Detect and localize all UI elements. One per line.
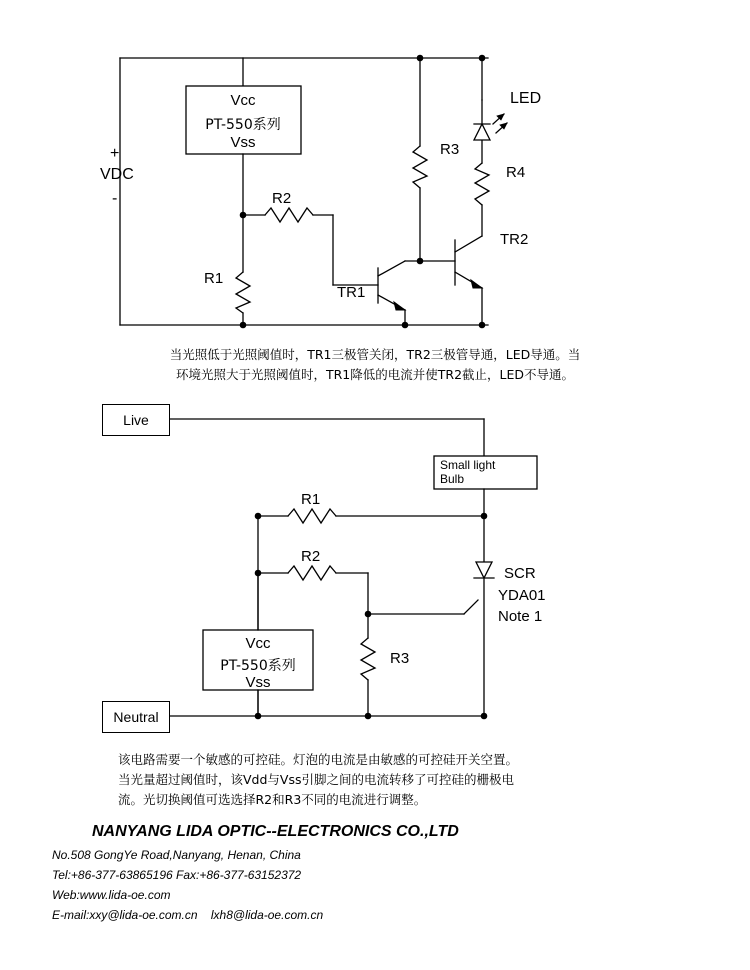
c1-led-label: LED [510, 90, 542, 107]
c1-tr2-label: TR2 [500, 231, 529, 248]
c1-r2-label: R2 [272, 190, 292, 207]
scr-label-line3: Note 1 [498, 608, 543, 625]
circuit2-note [118, 750, 648, 810]
c1-tr1-label: TR1 [337, 284, 366, 301]
circuit1-note [110, 345, 640, 385]
ic2-part-label: PT-550系列 [220, 658, 296, 674]
ic2-vcc-label: Vcc [245, 635, 271, 652]
circuit2-note-line3: 流。光切换阈值可选选择R2和R3不同的电流进行调整。 [118, 792, 427, 807]
c2-r1-label: R1 [301, 491, 321, 508]
circuit2-note-line1: 该电路需要一个敏感的可控硅。灯泡的电流是由敏感的可控硅开关空置。 [118, 752, 519, 767]
c1-r3-label: R3 [440, 141, 460, 158]
scr-label-line1: SCR [504, 565, 536, 582]
bulb-label-line1: Small light [440, 458, 496, 472]
circuit1-note-line1: 当光照低于光照阈值时，TR1三极管关闭，TR2三极管导通，LED导通。当 [169, 347, 581, 362]
company-web: Web:www.lida-oe.com [52, 888, 171, 902]
ic2-vss-label: Vss [245, 674, 271, 691]
company-address: No.508 GongYe Road,Nanyang, Henan, China [52, 848, 301, 862]
bulb-label-line2: Bulb [440, 472, 465, 486]
c2-r2-label: R2 [301, 548, 321, 565]
supply-minus-label: - [112, 190, 118, 207]
scr-label-line2: YDA01 [498, 587, 546, 604]
c2-r3-label: R3 [390, 650, 410, 667]
c1-r4-label: R4 [506, 164, 526, 181]
ic1-vss-label: Vss [230, 134, 256, 151]
circuit2-note-line2: 当光量超过阈值时，该Vdd与Vss引脚之间的电流转移了可控硅的栅极电 [118, 772, 514, 787]
supply-vdc-label: VDC [100, 166, 134, 183]
live-terminal-label: Live [102, 404, 170, 436]
company-phone: Tel:+86-377-63865196 Fax:+86-377-63152372 [52, 868, 302, 882]
company-name: NANYANG LIDA OPTIC--ELECTRONICS CO.,LTD [92, 823, 459, 840]
supply-plus-label: + [110, 145, 120, 162]
c1-r1-label: R1 [204, 270, 224, 287]
ic1-vcc-label: Vcc [230, 92, 256, 109]
company-email: E-mail:xxy@lida-oe.com.cn lxh8@lida-oe.com.cn [52, 908, 324, 922]
neutral-terminal-label: Neutral [102, 701, 170, 733]
ic1-part-label: PT-550系列 [205, 117, 281, 133]
circuit1-note-line2: 环境光照大于光照阈值时，TR1降低的电流并使TR2截止，LED不导通。 [175, 367, 575, 382]
